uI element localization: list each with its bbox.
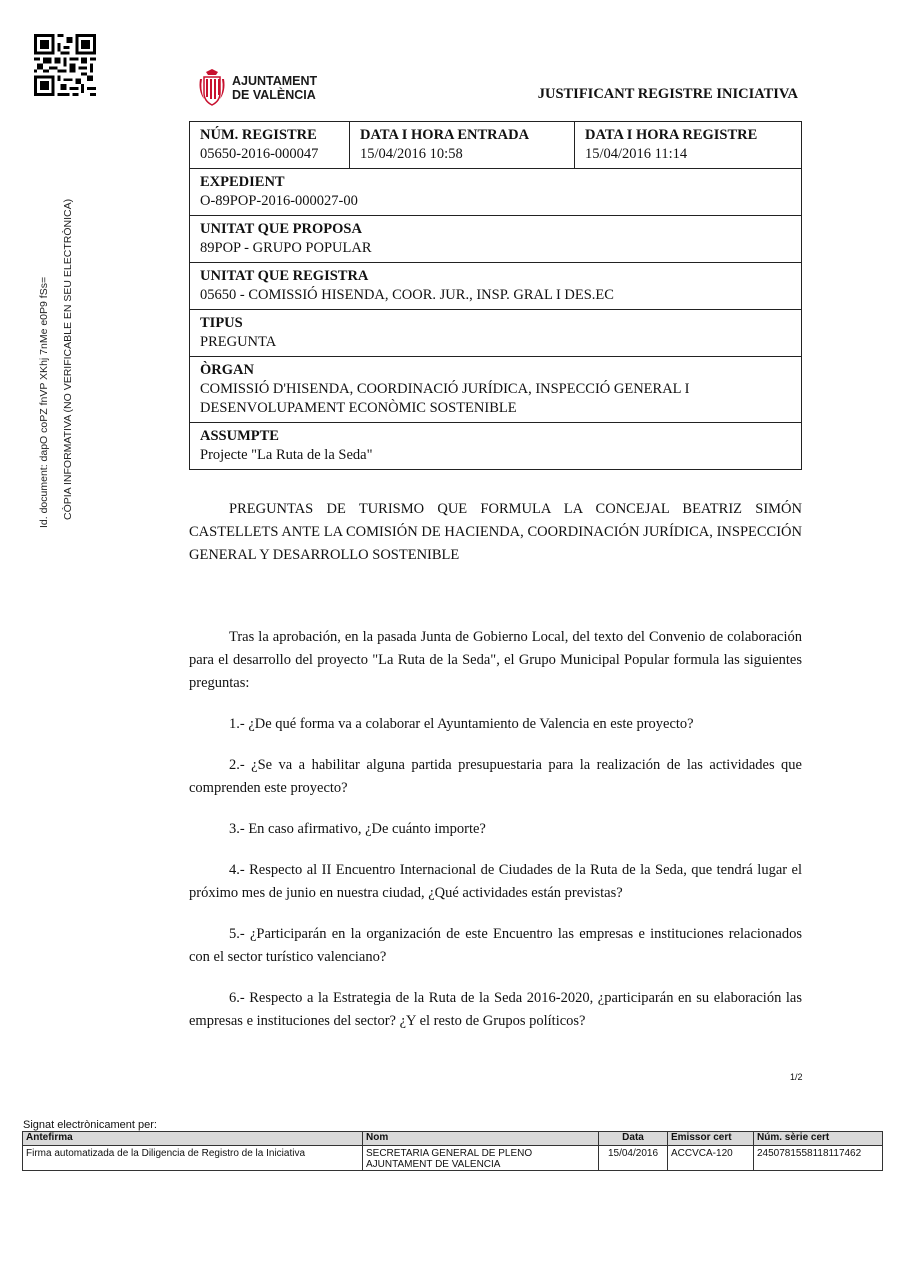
logo-line-1: AJUNTAMENT [232,74,318,88]
page-number: 1/2 [790,1072,803,1082]
num-registre-label: NÚM. REGISTRE [200,127,317,143]
data-registre-label: DATA I HORA REGISTRE [585,127,758,143]
data-entrada-cell [349,122,574,168]
nom-line-1: SECRETARIA GENERAL DE PLENO [366,1148,533,1159]
unitat-registra-row [190,262,801,309]
question-2: 2.- ¿Se va a habilitar alguna partida presupuestaria para la realización de las actividades que comprenden este proyecto? [189,757,802,796]
assumpte-row [190,422,801,469]
col-data: Data [599,1132,668,1146]
organ-value-line-2: DESENVOLUPAMENT ECONÒMIC SOSTENIBLE [200,400,517,416]
emissor-cell: ACCVCA-120 [668,1146,754,1171]
data-cell: 15/04/2016 [599,1146,668,1171]
data-registre-cell [574,122,801,168]
num-registre-cell [190,122,349,168]
unitat-proposa-row [190,215,801,262]
num-registre-value: 05650-2016-000047 [200,146,319,162]
tipus-label: TIPUS [200,315,243,331]
registry-row-numbers [190,122,801,168]
table-row [23,1146,883,1171]
signature-header-row [23,1132,883,1146]
nom-cell [363,1146,599,1171]
col-nom: Nom [363,1132,599,1146]
col-emissor: Emissor cert [668,1132,754,1146]
document-id: Id. document: dapO coPZ fnVP XKhj 7nMe e0P9 fSs= [38,276,50,528]
signature-label: Signat electrònicament per: [23,1119,157,1131]
col-antefirma: Antefirma [23,1132,363,1146]
expedient-label: EXPEDIENT [200,174,285,190]
antefirma-cell: Firma automatizada de la Diligencia de Registro de la Iniciativa [23,1146,363,1171]
expedient-row [190,168,801,215]
serie-cell: 2450781558118117462 [754,1146,883,1171]
assumpte-label: ASSUMPTE [200,428,279,444]
organ-value-line-1: COMISSIÓ D'HISENDA, COORDINACIÓ JURÍDICA, INSPECCIÓ GENERAL I [200,381,690,397]
tipus-row [190,309,801,356]
data-entrada-label: DATA I HORA ENTRADA [360,127,530,143]
signature-table [22,1131,883,1171]
data-registre-value: 15/04/2016 11:14 [585,146,688,162]
logo-text [232,74,317,102]
questions-heading: PREGUNTAS DE TURISMO QUE FORMULA LA CONCEJAL BEATRIZ SIMÓN CASTELLETS ANTE LA COMISIÓN DE HACIENDA, COORDINACIÓN JURÍDICA, INSPECCIÓN GENERAL Y DESARROLLO SOSTENIBLE [189,501,802,563]
unitat-registra-value: 05650 - COMISSIÓ HISENDA, COOR. JUR., INSP. GRAL I DES.EC [200,287,614,303]
copy-notice: CÒPIA INFORMATIVA (NO VERIFICABLE EN SEU ELECTRÒNICA) [62,198,74,520]
organ-label: ÒRGAN [200,362,254,378]
data-entrada-value: 15/04/2016 10:58 [360,146,463,162]
unitat-registra-label: UNITAT QUE REGISTRA [200,268,369,284]
question-1: 1.- ¿De qué forma va a colaborar el Ayuntamiento de Valencia en este proyecto? [229,716,694,732]
assumpte-value: Projecte "La Ruta de la Seda" [200,447,373,463]
question-3: 3.- En caso afirmativo, ¿De cuánto importe? [229,821,486,837]
expedient-value: O-89POP-2016-000027-00 [200,193,358,209]
registry-table [189,121,802,470]
nom-line-2: AJUNTAMENT DE VALENCIA [366,1159,501,1170]
question-6: 6.- Respecto a la Estrategia de la Ruta de la Seda 2016-2020, ¿participarán en su elaboración las empresas e instituciones del sector? ¿Y el resto de Grupos políticos? [189,990,802,1029]
city-crest-icon [196,69,228,107]
logo-line-2: DE VALÈNCIA [232,88,316,102]
document-title: JUSTIFICANT REGISTRE INICIATIVA [537,86,798,102]
question-5: 5.- ¿Participarán en la organización de este Encuentro las empresas e instituciones relacionados con el sector turístico valenciano? [189,926,802,965]
body-text [189,626,802,1051]
qr-code [34,34,96,96]
unitat-proposa-label: UNITAT QUE PROPOSA [200,221,362,237]
unitat-proposa-value: 89POP - GRUPO POPULAR [200,240,372,256]
tipus-value: PREGUNTA [200,334,277,350]
intro-paragraph: Tras la aprobación, en la pasada Junta de Gobierno Local, del texto del Convenio de colaboración para el desarrollo del proyecto "La Ruta de la Seda", el Grupo Municipal Popular formula las siguientes preguntas: [189,629,802,691]
col-serie: Núm. sèrie cert [754,1132,883,1146]
question-4: 4.- Respecto al II Encuentro Internacional de Ciudades de la Ruta de la Seda, que tendrá lugar el próximo mes de junio en nuestra ciudad, ¿Qué actividades están previstas? [189,862,802,901]
ajuntament-logo [196,68,336,108]
organ-row [190,356,801,422]
